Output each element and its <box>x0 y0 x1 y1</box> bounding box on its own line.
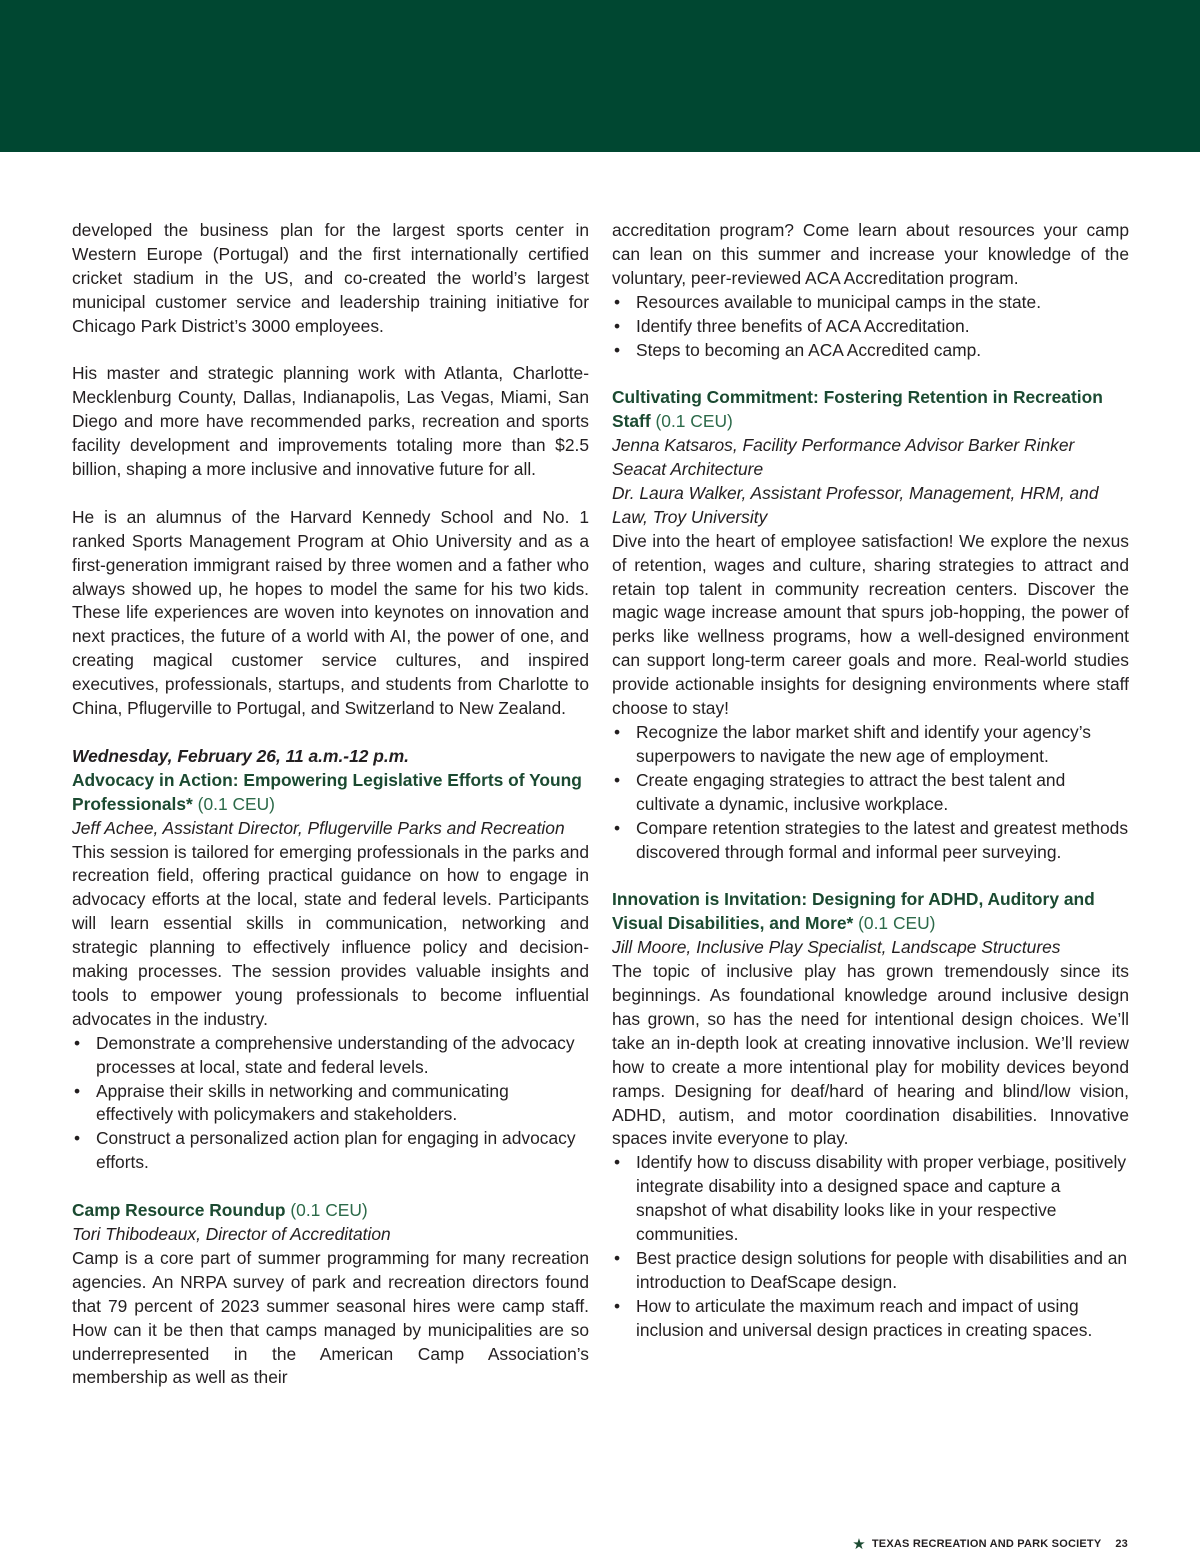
list-item: • Create engaging strategies to attract the best talent and cultivate a dynamic, inclusive workplace. <box>612 769 1129 817</box>
bio-paragraph-2: His master and strategic planning work with Atlanta, Charlotte-Mecklenburg County, Dallas, Indianapolis, Las Vegas, Miami, San Diego and more have recommended parks, recreation and sports facility development and improvements totaling more than $2.5 billion, shaping a more inclusive and innovative future for all. <box>72 363 589 480</box>
right-column <box>612 219 1129 1343</box>
list-item: • Construct a personalized action plan for engaging in advocacy efforts. <box>72 1127 589 1175</box>
camp-description: Camp is a core part of summer programming for many recreation agencies. An NRPA survey of park and recreation directors found that 79 percent of 2023 summer seasonal hires were camp staff. How can it be then that camps managed by municipalities are so underrepresented in the American Camp Association’s membership as well as their <box>72 1247 589 1388</box>
list-item: • Best practice design solutions for people with disabilities and an introduction to DeafScape design. <box>612 1247 1129 1295</box>
list-item: • Steps to becoming an ACA Accredited camp. <box>612 339 1129 363</box>
camp-description-continued: accreditation program? Come learn about resources your camp can lean on this summer and increase your knowledge of the voluntary, peer-reviewed ACA Accreditation program. <box>612 220 1129 288</box>
retention-objectives <box>612 721 1129 864</box>
retention-speaker-2: Dr. Laura Walker, Assistant Professor, Management, HRM, and Law, Troy University <box>612 482 1099 527</box>
page-number: 23 <box>1115 1538 1128 1550</box>
list-item: • How to articulate the maximum reach and impact of using inclusion and universal design practices in creating spaces. <box>612 1295 1129 1343</box>
left-column <box>72 219 589 1390</box>
innovation-speaker: Jill Moore, Inclusive Play Specialist, Landscape Structures <box>612 937 1061 958</box>
retention-ceu: (0.1 CEU) <box>655 411 733 432</box>
list-item: • Identify three benefits of ACA Accreditation. <box>612 315 1129 339</box>
list-item: • Demonstrate a comprehensive understanding of the advocacy processes at local, state and federal levels. <box>72 1032 589 1080</box>
star-icon: ★ <box>852 1535 866 1553</box>
innovation-session-title <box>612 888 1129 936</box>
innovation-description: The topic of inclusive play has grown tremendously since its beginnings. As foundational knowledge around inclusive design has grown, so has the need for intentional design choices. We’ll take an in-depth look at creating innovative inclusion. We’ll review how to create a more intentional play for mobility devices beyond ramps. Designing for deaf/hard of hearing and blind/low vision, ADHD, autism, and motor coordination disabilities. Innovative spaces invite everyone to play. <box>612 961 1129 1149</box>
advocacy-speaker: Jeff Achee, Assistant Director, Pflugerville Parks and Recreation <box>72 817 565 838</box>
retention-session-title <box>612 386 1129 434</box>
advocacy-description: This session is tailored for emerging professionals in the parks and recreation field, offering practical guidance on how to engage in advocacy efforts at the local, state and federal levels. Participants will learn essential skills in communication, networking and strategic planning to effectively influence policy and decision-making processes. The session provides valuable insights and tools to empower young professionals to become influential advocates in the industry. <box>72 841 589 1029</box>
page-footer <box>852 1536 1128 1552</box>
list-item: • Recognize the labor market shift and identify your agency’s superpowers to navigate the new age of employment. <box>612 721 1129 769</box>
camp-title-text: Camp Resource Roundup <box>72 1200 286 1221</box>
header-band <box>0 0 1200 152</box>
advocacy-title-text: Advocacy in Action: Empowering Legislative Efforts of Young Professionals* <box>72 769 582 814</box>
camp-session-title <box>72 1199 589 1223</box>
advocacy-objectives <box>72 1032 589 1175</box>
list-item: • Resources available to municipal camps in the state. <box>612 291 1129 315</box>
list-item: • Identify how to discuss disability with proper verbiage, positively integrate disability into a designed space and capture a snapshot of what disability looks like in your respective communities. <box>612 1151 1129 1247</box>
list-item: • Appraise their skills in networking and communicating effectively with policymakers and stakeholders. <box>72 1080 589 1128</box>
retention-speaker-1: Jenna Katsaros, Facility Performance Advisor Barker Rinker Seacat Architecture <box>612 435 1075 480</box>
camp-speaker: Tori Thibodeaux, Director of Accreditation <box>72 1224 391 1244</box>
footer-org-name: TEXAS RECREATION AND PARK SOCIETY <box>871 1538 1102 1550</box>
bio-paragraph-3: He is an alumnus of the Harvard Kennedy School and No. 1 ranked Sports Management Program at Ohio University and as a first-generation immigrant raised by three women and a father who always showed up, he hopes to model the same for his two kids. These life experiences are woven into keynotes on innovation and next practices, the future of a world with AI, the power of one, and creating magical customer service cultures, and inspired executives, professionals, startups, and students from Charlotte to China, Pflugerville to Portugal, and Switzerland to New Zealand. <box>72 506 589 719</box>
advocacy-session-title <box>72 769 589 817</box>
innovation-objectives <box>612 1151 1129 1342</box>
innovation-title-text: Innovation is Invitation: Designing for ADHD, Auditory and Visual Disabilities, and More* <box>612 889 1095 934</box>
retention-title-text: Cultivating Commitment: Fostering Retention in Recreation Staff <box>612 387 1103 432</box>
session-date: Wednesday, February 26, 11 a.m.-12 p.m. <box>72 745 410 766</box>
advocacy-ceu: (0.1 CEU) <box>197 793 275 814</box>
camp-objectives <box>612 291 1129 363</box>
camp-ceu: (0.1 CEU) <box>290 1200 368 1221</box>
innovation-ceu: (0.1 CEU) <box>858 913 936 934</box>
bio-paragraph-1: developed the business plan for the largest sports center in Western Europe (Portugal) and the first internationally certified cricket stadium in the US, and co-created the world’s largest municipal customer service and leadership training initiative for Chicago Park District’s 3000 employees. <box>72 220 589 336</box>
retention-description: Dive into the heart of employee satisfaction! We explore the nexus of retention, wages and culture, sharing strategies to attract and retain top talent in community recreation centers. Discover the magic wage increase amount that spurs job-hopping, the power of perks like wellness programs, how a well-designed environment can support long-term career goals and more. Real-world studies provide actionable insights for designing environments where staff choose to stay! <box>612 530 1129 719</box>
list-item: • Compare retention strategies to the latest and greatest methods discovered through formal and informal peer surveying. <box>612 817 1129 865</box>
